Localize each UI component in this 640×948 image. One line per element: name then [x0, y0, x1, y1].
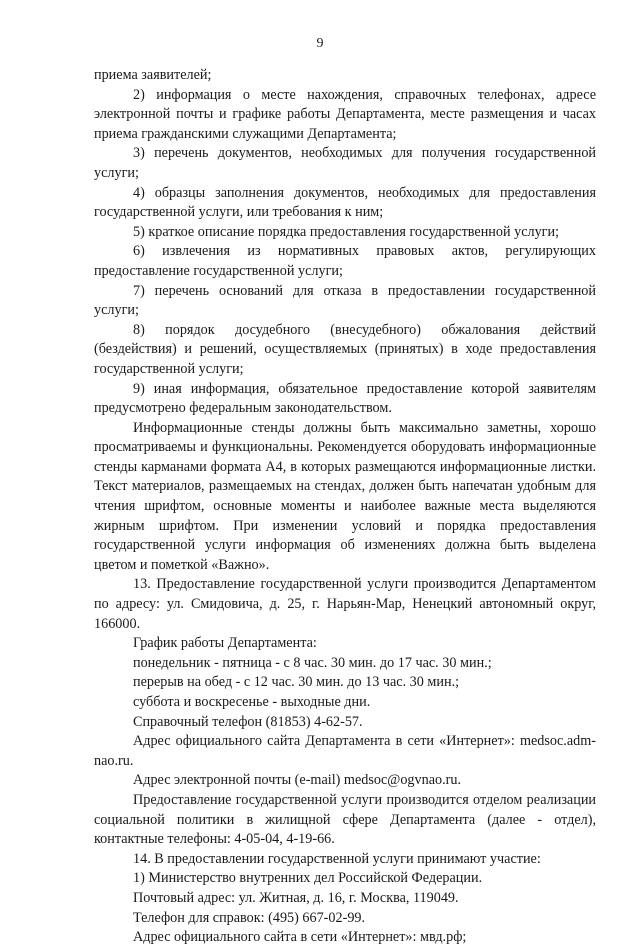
paragraph: 8) порядок досудебного (внесудебного) обжалования действий (бездействия) и решений, осуществляемых (принятых) в ходе предоставления государственной услуги;	[94, 321, 596, 377]
document-body	[94, 66, 596, 948]
paragraph: Адрес официального сайта в сети «Интернет»: мвд.рф;	[133, 929, 467, 946]
paragraph: приема заявителей;	[94, 67, 212, 83]
paragraph: 13. Предоставление государственной услуги производится Департаментом по адресу: ул. Смидовича, д. 25, г. Нарьян-Мар, Ненецкий автономный округ, 166000.	[94, 576, 596, 632]
paragraph: Предоставление государственной услуги производится отделом реализации социальной политики в жилищной сфере Департамента (далее - отдел), контактные телефоны: 4-05-04, 4-19-66.	[94, 791, 596, 848]
paragraph: Телефон для справок: (495) 667-02-99.	[133, 909, 366, 926]
paragraph: 1) Министерство внутренних дел Российской Федерации.	[133, 870, 483, 887]
paragraph: 6) извлечения из нормативных правовых актов, регулирующих предоставление государственной услуги;	[94, 243, 596, 279]
paragraph: перерыв на обед - с 12 час. 30 мин. до 13 час. 30 мин.;	[133, 674, 460, 691]
paragraph: Почтовый адрес: ул. Житная, д. 16, г. Москва, 119049.	[133, 889, 459, 906]
paragraph: Адрес официального сайта Департамента в сети «Интернет»: medsoc.adm-nao.ru.	[94, 733, 596, 769]
paragraph: понедельник - пятница - с 8 час. 30 мин. до 17 час. 30 мин.;	[133, 654, 492, 671]
paragraph: Информационные стенды должны быть максимально заметны, хорошо просматриваемы и функциональны. Рекомендуется оборудовать информационные стенды карманами формата А4, в которых размещаются информационные листки. Текст материалов, размещаемых на стендах, должен быть напечатан удобным для чтения шрифтом, основные моменты и наиболее важные места выделяются жирным шрифтом. При изменении условий и порядка предоставления государственной услуги информация об изменениях должна быть выделена цветом и пометкой «Важно».	[94, 419, 596, 573]
paragraph: 7) перечень оснований для отказа в предоставлении государственной услуги;	[94, 282, 596, 319]
paragraph: 14. В предоставлении государственной услуги принимают участие:	[133, 850, 541, 867]
paragraph: 3) перечень документов, необходимых для получения государственной услуги;	[94, 145, 596, 181]
page-number: 9	[316, 36, 324, 51]
paragraph: 9) иная информация, обязательное предоставление которой заявителям предусмотрено федеральным законодательством.	[94, 380, 596, 417]
paragraph: 5) краткое описание порядка предоставления государственной услуги;	[133, 223, 560, 240]
paragraph: Адрес электронной почты (e-mail) medsoc@ogvnao.ru.	[133, 772, 461, 789]
paragraph: Справочный телефон (81853) 4-62-57.	[133, 713, 363, 730]
paragraph: 2) информация о месте нахождения, справочных телефонах, адресе электронной почты и графике работы Департамента, месте размещения и часах приема гражданскими служащими Департамента;	[94, 86, 596, 142]
paragraph: суббота и воскресенье - выходные дни.	[133, 694, 371, 710]
paragraph: График работы Департамента:	[133, 635, 317, 652]
paragraph: 4) образцы заполнения документов, необходимых для предоставления государственной услуги, или требования к ним;	[94, 184, 596, 221]
